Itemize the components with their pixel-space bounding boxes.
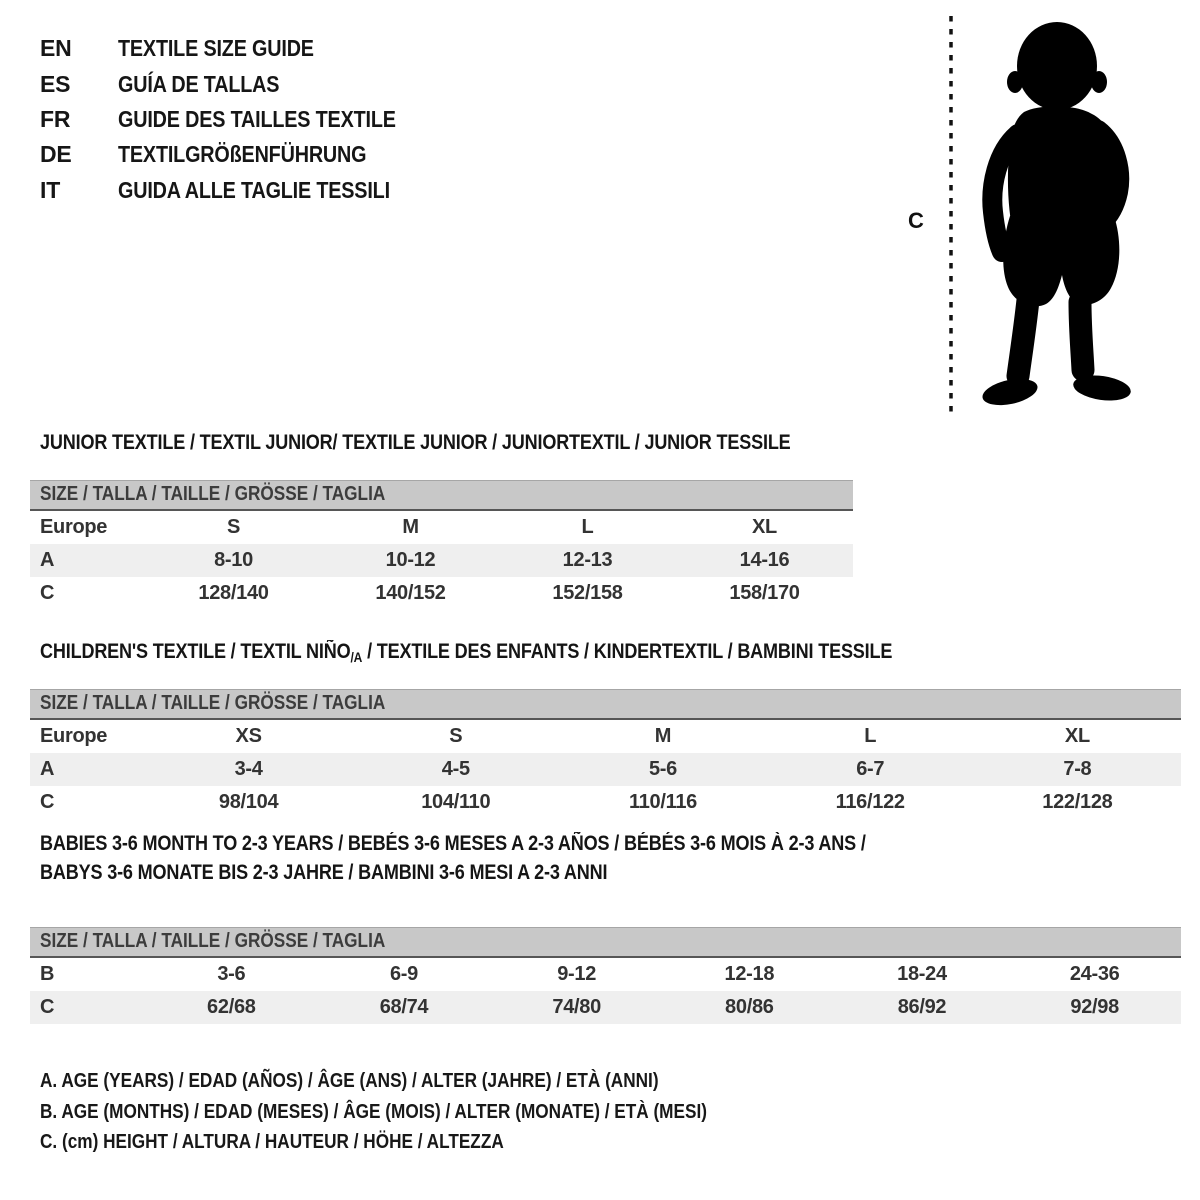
left-leg	[1018, 300, 1028, 376]
right-leg	[1080, 302, 1083, 370]
height-figure	[900, 12, 1200, 420]
row-label-c: C	[40, 996, 55, 1018]
table-cell: 18-24	[897, 963, 947, 985]
size-col-header: M	[654, 725, 672, 747]
table-cell: 68/74	[379, 996, 429, 1018]
head	[1017, 22, 1097, 110]
table-cell: 7-8	[1063, 758, 1092, 780]
toddler-silhouette-icon	[964, 16, 1136, 416]
table-cell: 9-12	[557, 963, 597, 985]
guide-title-de: TEXTILGRÖßENFÜHRUNG	[118, 141, 367, 168]
babies-row-height	[30, 991, 1181, 1024]
measurement-legend	[40, 1066, 816, 1158]
language-row-it	[40, 173, 441, 208]
right-ear	[1091, 71, 1107, 93]
junior-row-age	[30, 544, 853, 577]
junior-section-title: JUNIOR TEXTILE / TEXTIL JUNIOR/ TEXTILE JUNIOR / JUNIORTEXTIL / JUNIOR TESSILE	[40, 431, 791, 454]
language-row-es	[40, 66, 441, 101]
row-label-europe: Europe	[40, 725, 108, 747]
table-cell: 10-12	[385, 549, 436, 571]
left-ear	[1007, 71, 1023, 93]
guide-title-it: GUIDA ALLE TAGLIE TESSILI	[118, 176, 390, 203]
legend-line-c: C. (cm) HEIGHT / ALTURA / HAUTEUR / HÖHE / ALTEZZA	[40, 1131, 504, 1153]
size-col-header: L	[581, 516, 594, 538]
row-label-b: B	[40, 963, 55, 985]
table-cell: 4-5	[441, 758, 470, 780]
guide-title-en: TEXTILE SIZE GUIDE	[118, 35, 314, 62]
language-code: ES	[40, 70, 71, 97]
babies-size-table	[30, 927, 1181, 1024]
junior-table-header: SIZE / TALLA / TAILLE / GRÖSSE / TAGLIA	[30, 480, 853, 511]
legend-line-b: B. AGE (MONTHS) / EDAD (MESES) / ÂGE (MOIS) / ALTER (MONATE) / ETÀ (MESI)	[40, 1100, 707, 1123]
junior-row-height	[30, 577, 853, 610]
language-code: FR	[40, 105, 71, 132]
size-col-header: M	[402, 516, 419, 538]
table-cell: 104/110	[421, 791, 491, 813]
table-cell: 74/80	[552, 996, 601, 1018]
language-title-list	[40, 31, 441, 208]
language-code: EN	[40, 35, 72, 62]
table-cell: 140/152	[375, 582, 446, 604]
table-cell: 6-9	[389, 963, 418, 985]
toddler-silhouette-shapes	[980, 22, 1132, 410]
nino-a-subscript: /A	[350, 649, 363, 665]
table-cell: 5-6	[648, 758, 677, 780]
table-cell: 62/68	[207, 996, 256, 1018]
guide-title-fr: GUIDE DES TAILLES TEXTILE	[118, 105, 396, 132]
children-section-title: CHILDREN'S TEXTILE / TEXTIL $NIÑO_{/A}$ / TEXTILE DES ENFANTS / KINDERTEXTIL / BAMBINI TESSILE	[40, 640, 893, 665]
table-cell: 122/128	[1042, 791, 1113, 813]
junior-size-table	[30, 480, 853, 610]
table-cell: 80/86	[725, 996, 774, 1018]
size-col-header: XL	[1064, 725, 1090, 747]
table-cell: 6-7	[856, 758, 885, 780]
table-cell: 110/116	[628, 791, 697, 813]
table-cell: 116/122	[835, 791, 905, 813]
row-label-c: C	[40, 791, 55, 813]
guide-title-es: GUÍA DE TALLAS	[118, 70, 280, 97]
size-col-header: S	[226, 516, 241, 538]
children-size-table	[30, 689, 1181, 819]
children-row-region	[30, 720, 1181, 753]
junior-row-region	[30, 511, 853, 544]
size-col-header: XS	[235, 725, 262, 747]
babies-row-months	[30, 958, 1181, 991]
language-row-de	[40, 137, 441, 172]
size-col-header: S	[449, 725, 463, 747]
language-code: DE	[40, 141, 72, 168]
babies-section-title	[40, 830, 1000, 887]
table-cell: 8-10	[214, 549, 253, 571]
row-label-europe: Europe	[40, 516, 108, 538]
babies-table-header: SIZE / TALLA / TAILLE / GRÖSSE / TAGLIA	[30, 927, 1181, 958]
language-code: IT	[40, 176, 61, 203]
table-cell: 14-16	[739, 549, 790, 571]
height-measure-line	[947, 14, 955, 416]
table-cell: 24-36	[1069, 963, 1120, 985]
row-label-a: A	[40, 549, 55, 571]
children-table-header: SIZE / TALLA / TAILLE / GRÖSSE / TAGLIA	[30, 689, 1181, 720]
table-cell: 128/140	[198, 582, 269, 604]
language-row-en	[40, 31, 441, 66]
size-col-header: L	[864, 725, 877, 747]
table-cell: 92/98	[1070, 996, 1119, 1018]
legend-line-a: A. AGE (YEARS) / EDAD (AÑOS) / ÂGE (ANS) / ALTER (JAHRE) / ETÀ (ANNI)	[40, 1070, 659, 1092]
row-label-c: C	[40, 582, 55, 604]
row-label-a: A	[40, 758, 55, 780]
table-cell: 98/104	[218, 791, 279, 813]
size-col-header: XL	[752, 516, 777, 538]
children-row-height	[30, 786, 1181, 819]
table-cell: 158/170	[729, 582, 800, 604]
table-cell: 3-6	[217, 963, 246, 985]
table-cell: 12-18	[724, 963, 775, 985]
table-cell: 86/92	[897, 996, 947, 1018]
babies-title-line2: BABYS 3-6 MONATE BIS 2-3 JAHRE / BAMBINI 3-6 MESI A 2-3 ANNI	[40, 860, 608, 884]
table-cell: 3-4	[234, 758, 263, 780]
language-row-fr	[40, 102, 441, 137]
table-cell: 12-13	[562, 549, 613, 571]
height-measure-label: C	[908, 208, 924, 233]
babies-title-line1: BABIES 3-6 MONTH TO 2-3 YEARS / BEBÉS 3-6 MESES A 2-3 AÑOS / BÉBÉS 3-6 MOIS À 2-3 ANS /	[40, 832, 866, 855]
children-row-age	[30, 753, 1181, 786]
table-cell: 152/158	[552, 582, 623, 604]
